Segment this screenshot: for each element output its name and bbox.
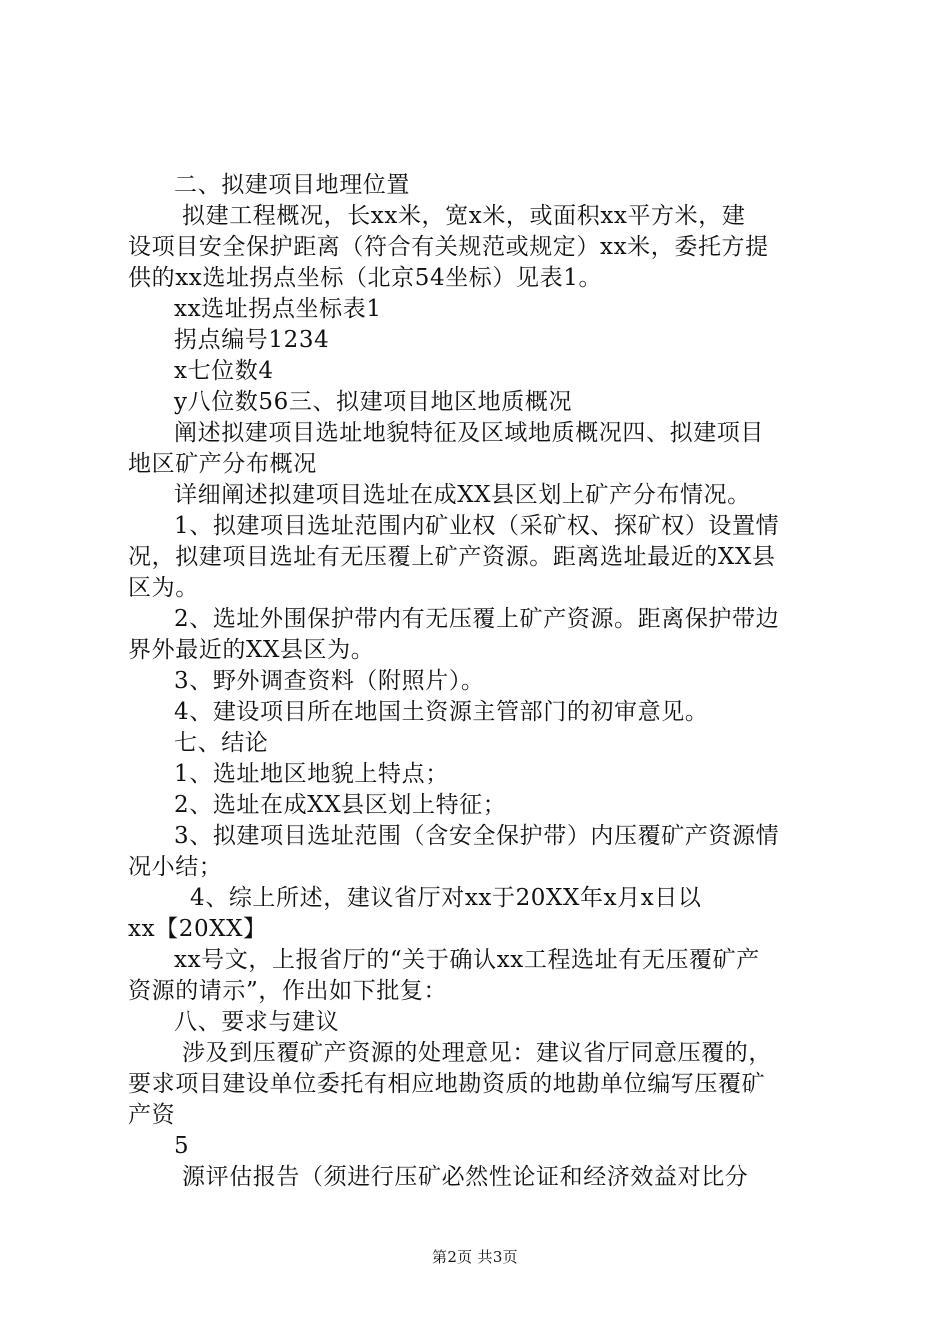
section-heading: 二、拟建项目地理位置 <box>174 172 410 198</box>
paragraph-line: 涉及到压覆矿产资源的处理意见：建议省厅同意压覆的， <box>182 1040 772 1066</box>
list-item: 3、拟建项目选址范围（含安全保护带）内压覆矿产资源情 <box>174 823 780 849</box>
paragraph-line: 况，拟建项目选址有无压覆上矿产资源。距离选址最近的XX县 <box>128 544 776 570</box>
table-row: x七位数4 <box>174 358 274 384</box>
paragraph-line: 产资 <box>128 1102 176 1128</box>
paragraph-line: 资源的请示”，作出如下批复： <box>128 978 448 1004</box>
paragraph-line: 阐述拟建项目选址地貌特征及区域地质概况四、拟建项目 <box>174 420 764 446</box>
table-caption: xx选址拐点坐标表1 <box>174 296 382 322</box>
paragraph-line: 源评估报告（须进行压矿必然性论证和经济效益对比分 <box>182 1164 749 1190</box>
table-row: 拐点编号1234 <box>174 327 330 353</box>
paragraph-line: 要求项目建设单位委托有相应地勘资质的地勘单位编写压覆矿 <box>128 1071 766 1097</box>
list-item: 2、选址外围保护带内有无压覆上矿产资源。距离保护带边 <box>174 606 780 632</box>
paragraph-line: 拟建工程概况，长xx米，宽x米，或面积xx平方米，建 <box>182 203 746 229</box>
list-item: 2、选址在成XX县区划上特征； <box>174 792 507 818</box>
table-row: y八位数56三、拟建项目地区地质概况 <box>174 389 573 415</box>
paragraph-line: 区为。 <box>128 575 199 601</box>
paragraph-line: 况小结； <box>128 854 223 880</box>
list-item: 1、选址地区地貌上特点； <box>174 761 449 787</box>
list-item: 1、拟建项目选址范围内矿业权（采矿权、探矿权）设置情 <box>174 513 780 539</box>
list-item: 3、野外调查资料（附照片）。 <box>174 668 485 694</box>
section-heading: 七、结论 <box>174 730 269 756</box>
list-item: 4、建设项目所在地国土资源主管部门的初审意见。 <box>174 699 709 725</box>
paragraph-line: 供的xx选址拐点坐标（北京54坐标）见表1。 <box>128 265 603 291</box>
paragraph-line: 详细阐述拟建项目选址在成XX县区划上矿产分布情况。 <box>174 482 751 508</box>
page-footer: 第2页 共3页 <box>432 1248 518 1266</box>
inline-page-number: 5 <box>174 1133 190 1159</box>
paragraph-line: 地区矿产分布概况 <box>128 451 317 477</box>
list-item: 4、综上所述，建议省厅对xx于20XX年x月x日以 <box>190 885 702 911</box>
paragraph-line: 界外最近的XX县区为。 <box>128 637 375 663</box>
paragraph-line: xx号文，上报省厅的“关于确认xx工程选址有无压覆矿产 <box>174 947 760 973</box>
paragraph-line: 设项目安全保护距离（符合有关规范或规定）xx米，委托方提 <box>128 234 769 260</box>
section-heading: 八、要求与建议 <box>174 1009 340 1035</box>
paragraph-line: xx【20XX】 <box>128 916 267 942</box>
document-body <box>128 170 832 1193</box>
